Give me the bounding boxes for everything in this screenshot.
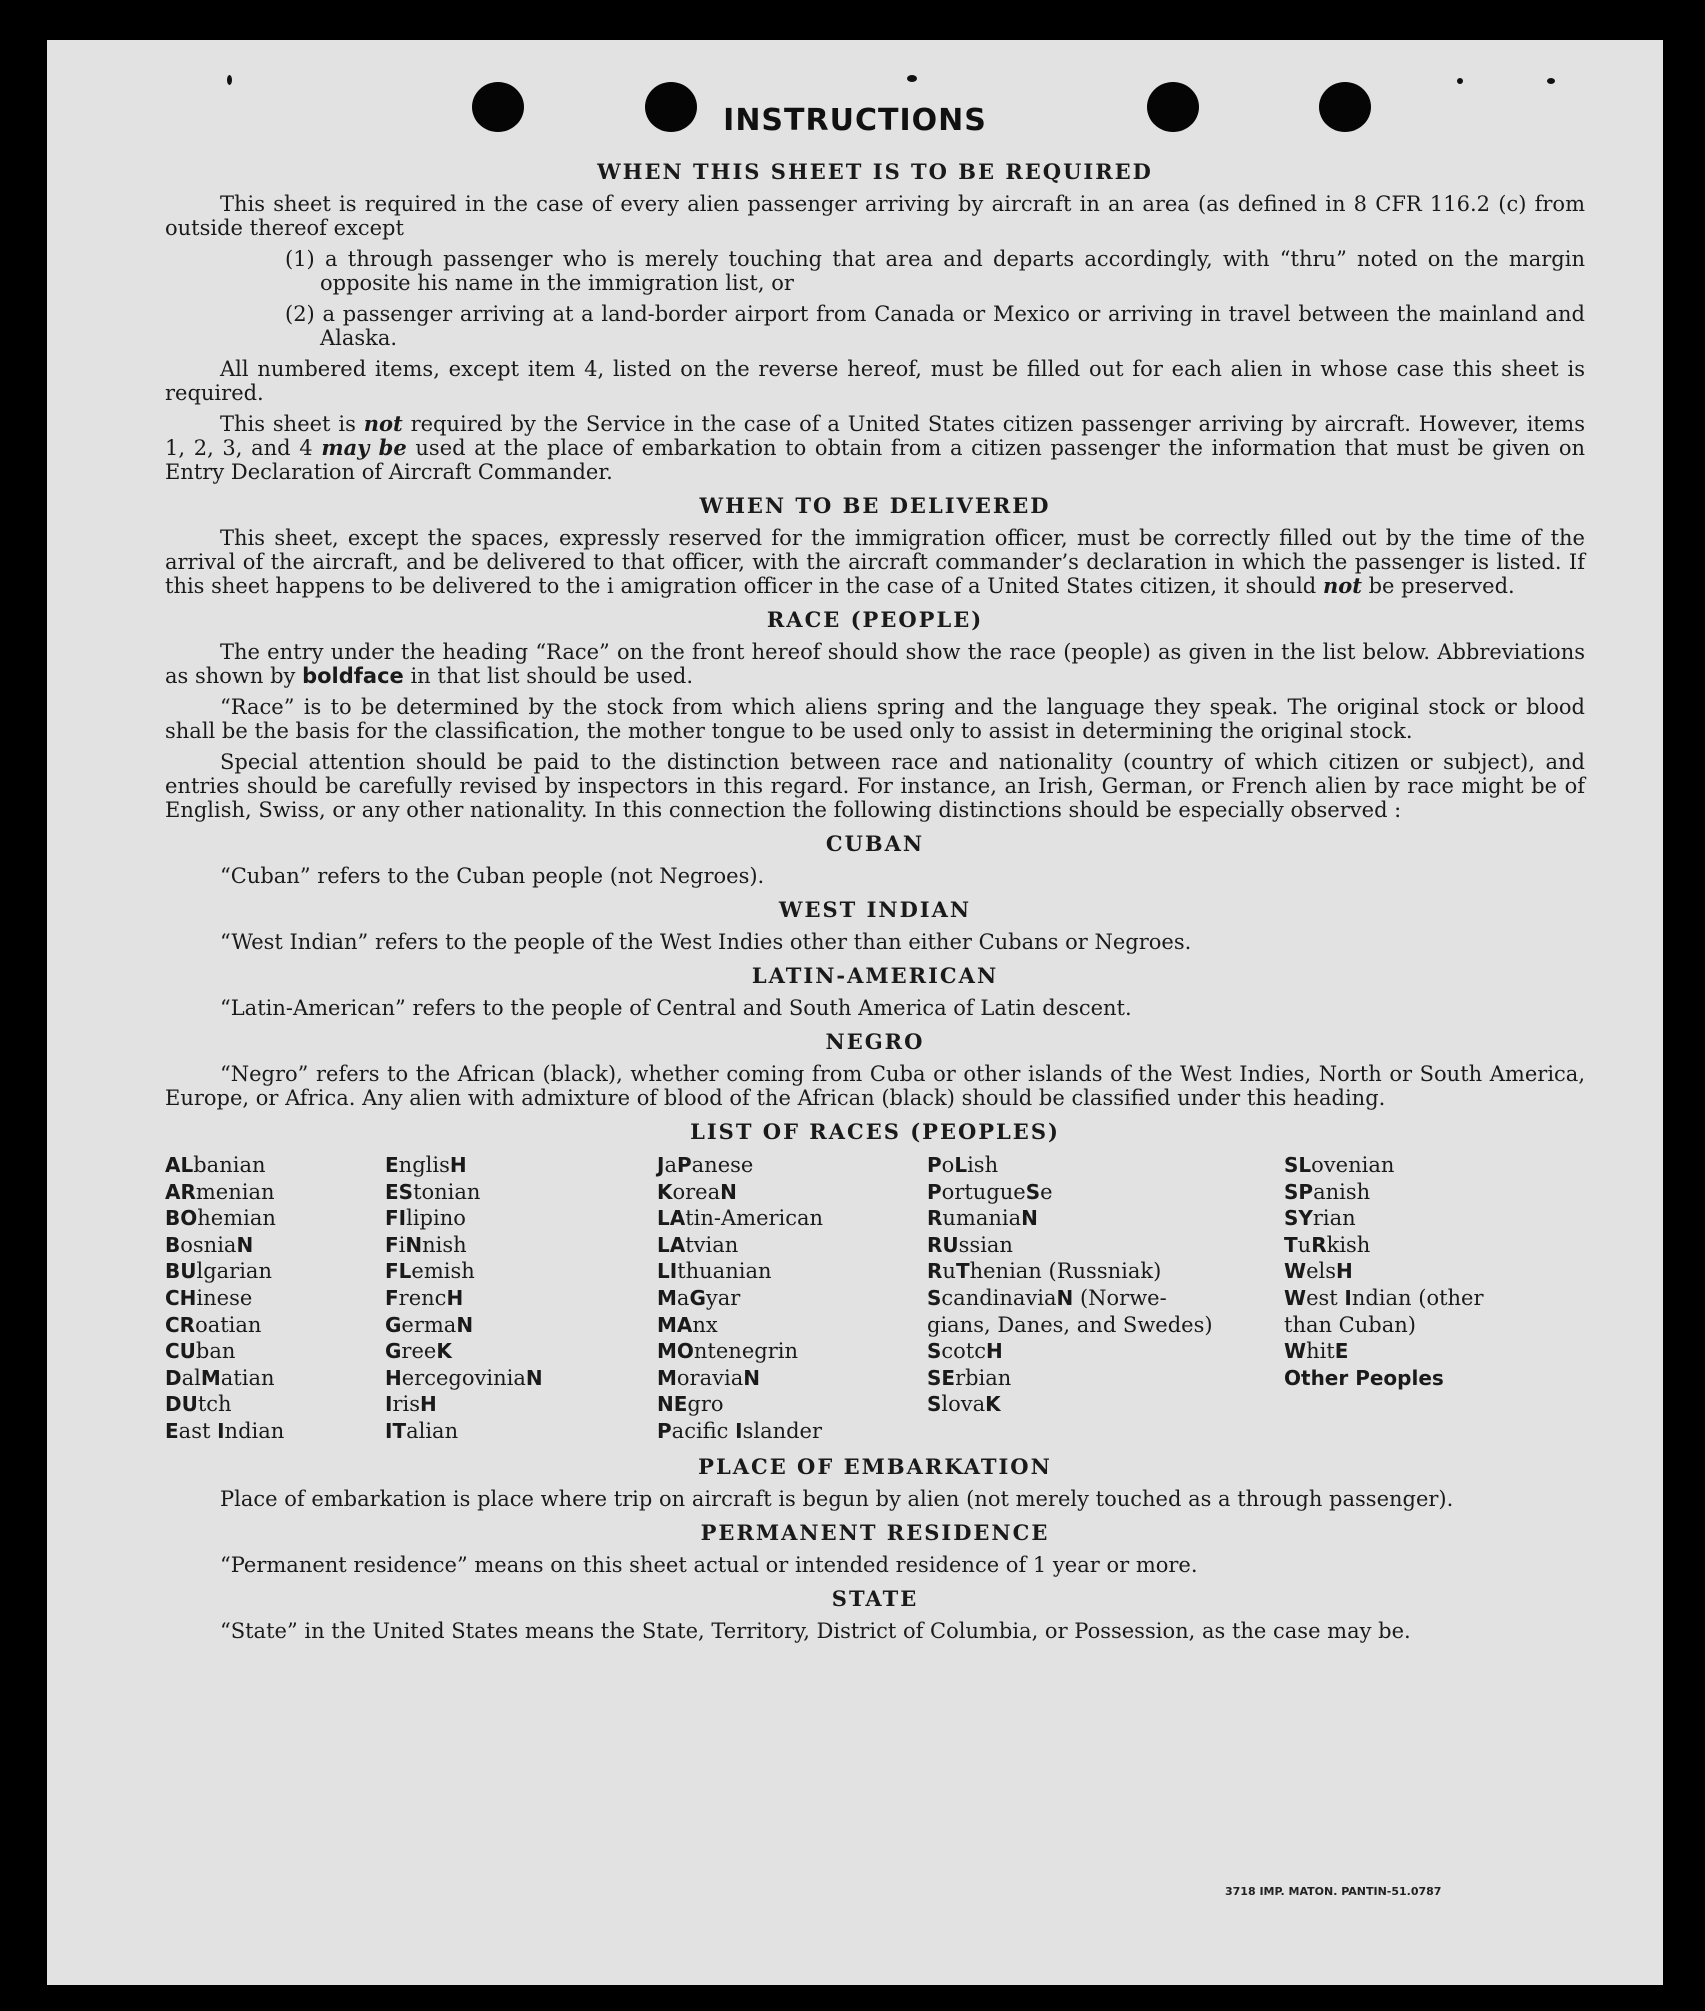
race-abbreviation: AR [165, 1179, 196, 1204]
race-entry [165, 1285, 385, 1312]
paragraph: Special attention should be paid to the distinction between race and nationality (country of which citizen or subject), and entries should be carefully revised by inspectors in this regard. For instance, an Irish, German, or French alien by race might be of English, Swiss, or any other nationality. In this connection the following distinctions should be especially observed : [165, 750, 1585, 822]
race-text: gro [687, 1392, 724, 1417]
race-entry [385, 1232, 657, 1259]
race-abbreviation: K [436, 1339, 452, 1364]
race-text: rbian [955, 1365, 1012, 1390]
race-abbreviation: LI [657, 1259, 678, 1284]
paragraph: “West Indian” refers to the people of the West Indies other than either Cubans or Negroes. [220, 930, 1192, 954]
paragraph: “Negro” refers to the African (black), whether coming from Cuba or other islands of the West Indies, North or South America, Europe, or Africa. Any alien with admixture of blood of the African (black) should be classified under this heading. [165, 1062, 1585, 1110]
race-entry [385, 1205, 657, 1232]
race-entry [1284, 1258, 1584, 1285]
race-entry [657, 1232, 927, 1259]
race-text: a [664, 1153, 677, 1177]
race-text: tonian [413, 1179, 481, 1204]
race-entry [1284, 1365, 1584, 1392]
race-text: ree [401, 1339, 437, 1364]
race-abbreviation: N [405, 1232, 423, 1257]
race-text: e [1040, 1179, 1053, 1204]
race-abbreviation: LA [657, 1206, 686, 1231]
printer-imprint: 3718 IMP. MATON. PANTIN-51.0787 [1225, 1885, 1442, 1898]
race-text: banian [193, 1153, 266, 1177]
race-abbreviation: G [385, 1312, 402, 1337]
race-abbreviation: CH [165, 1285, 197, 1310]
race-abbreviation: K [985, 1392, 1001, 1417]
race-abbreviation: Other Peoples [1284, 1365, 1444, 1390]
race-text: cotc [941, 1339, 987, 1364]
race-list [165, 1152, 1585, 1445]
race-text: nish [422, 1232, 467, 1257]
race-text: yar [705, 1285, 741, 1310]
section-heading-negro: NEGRO [825, 1029, 925, 1054]
race-entry [385, 1179, 657, 1206]
emphasis: not [1322, 573, 1362, 598]
race-abbreviation: I [385, 1392, 393, 1417]
race-text: ercegovinia [401, 1365, 526, 1390]
race-abbreviation: D [165, 1365, 182, 1390]
race-abbreviation: S [927, 1285, 942, 1310]
race-text: orea [672, 1179, 721, 1204]
race-text: inese [196, 1285, 253, 1310]
race-abbreviation: R [927, 1206, 943, 1231]
race-entry [1284, 1232, 1584, 1259]
race-column [657, 1152, 927, 1445]
race-entry [165, 1312, 385, 1339]
race-abbreviation: RU [927, 1232, 959, 1257]
race-entry [657, 1258, 927, 1285]
race-text: anese [691, 1153, 754, 1177]
race-entry [165, 1205, 385, 1232]
race-abbreviation: M [200, 1365, 221, 1390]
race-abbreviation: MO [657, 1339, 694, 1364]
race-text: ish [967, 1153, 999, 1177]
race-entry [165, 1232, 385, 1259]
section-heading-state: STATE [831, 1585, 919, 1611]
speck [907, 75, 917, 82]
race-text: nglis [398, 1153, 450, 1177]
race-abbreviation: S [927, 1392, 942, 1417]
race-entry [927, 1232, 1284, 1259]
race-text: hemian [197, 1206, 276, 1231]
boldface-word: boldface [302, 664, 404, 688]
race-entry [927, 1285, 1217, 1338]
race-entry [657, 1312, 927, 1339]
race-text: menian [195, 1179, 275, 1204]
race-entry [927, 1205, 1284, 1232]
race-abbreviation: AL [165, 1153, 194, 1177]
race-abbreviation: SE [927, 1365, 956, 1390]
race-abbreviation: P [657, 1418, 672, 1443]
race-entry [385, 1418, 657, 1445]
section-heading-west-indian: WEST INDIAN [778, 897, 972, 922]
emphasis: not [363, 411, 403, 436]
race-abbreviation: SY [1284, 1206, 1313, 1231]
race-abbreviation: S [927, 1339, 942, 1364]
race-text: o [941, 1153, 955, 1177]
race-entry [385, 1258, 657, 1285]
race-text: henian (Russniak) [969, 1259, 1162, 1284]
paragraph: All numbered items, except item 4, listed on the reverse hereof, must be filled out for each alien in whose case this sheet is required. [165, 357, 1585, 405]
race-entry [385, 1152, 657, 1179]
race-entry [385, 1365, 657, 1392]
speck [1547, 78, 1555, 84]
race-entry [657, 1391, 927, 1418]
race-entry [657, 1179, 927, 1206]
race-text: ovenian [1311, 1153, 1395, 1177]
race-text: oravia [676, 1365, 744, 1390]
race-column [1284, 1152, 1584, 1445]
race-text: est [1306, 1285, 1345, 1310]
race-text: kish [1326, 1232, 1371, 1257]
race-text: nx [692, 1312, 718, 1337]
text-span: be preserved. [1361, 574, 1515, 598]
race-abbreviation: N [720, 1179, 737, 1204]
race-abbreviation: FI [385, 1206, 407, 1231]
race-text: ban [195, 1339, 236, 1364]
race-text: tvian [685, 1232, 739, 1257]
exception-item-2: (2) a passenger arriving at a land-border airport from Canada or Mexico or arriving in travel between the mainland and Alaska. [285, 302, 1585, 350]
race-abbreviation: DU [165, 1392, 198, 1417]
race-entry [657, 1365, 927, 1392]
race-abbreviation: N [456, 1312, 474, 1337]
race-text: ndian [224, 1418, 285, 1443]
race-text: ndian (other than Cuban) [1284, 1285, 1484, 1337]
race-abbreviation: E [165, 1418, 179, 1443]
race-abbreviation: W [1284, 1285, 1307, 1310]
race-abbreviation: E [1334, 1339, 1349, 1364]
race-entry [1284, 1179, 1584, 1206]
race-entry [657, 1152, 927, 1179]
text-span: This sheet, except the spaces, expressly reserved for the immigration officer, must be correctly filled out by the time of the arrival of the aircraft, and be delivered to that officer, with the aircraft commander’s declaration in which the passenger is listed. If this sheet happens to be delivered to the i amigration officer in the case of a United States citizen, it should [165, 526, 1585, 598]
race-entry [1284, 1285, 1534, 1338]
text-span: The entry under the heading “Race” on the front hereof should show the race (people) as given in the list below. Abbreviations as shown by [165, 640, 1585, 688]
race-entry [165, 1391, 385, 1418]
race-text: ris [392, 1392, 420, 1417]
race-text: lova [941, 1392, 986, 1417]
race-entry [657, 1338, 927, 1365]
paragraph: “Cuban” refers to the Cuban people (not Negroes). [220, 864, 765, 888]
race-abbreviation: MA [657, 1312, 693, 1337]
race-column [385, 1152, 657, 1445]
race-text: ntenegrin [693, 1339, 798, 1364]
race-abbreviation: CR [165, 1312, 196, 1337]
race-abbreviation: K [657, 1179, 673, 1204]
race-text: osnia [180, 1232, 237, 1257]
race-text: oatian [195, 1312, 262, 1337]
race-entry [657, 1418, 927, 1445]
race-abbreviation: FL [385, 1259, 412, 1284]
section-heading-embarkation: PLACE OF EMBARKATION [698, 1453, 1052, 1479]
text-span: in that list should be used. [403, 664, 693, 688]
race-abbreviation: H [1335, 1259, 1353, 1284]
race-abbreviation: N [743, 1365, 760, 1390]
race-abbreviation: BU [165, 1259, 197, 1284]
speck [227, 75, 232, 85]
race-column [165, 1152, 385, 1445]
race-abbreviation: SL [1284, 1153, 1312, 1177]
race-abbreviation: B [165, 1232, 181, 1257]
text-span: This sheet is [220, 412, 364, 436]
page-title: INSTRUCTIONS [723, 103, 987, 138]
race-text: a [676, 1285, 690, 1310]
race-text: ortugue [941, 1179, 1026, 1204]
race-entry [927, 1258, 1284, 1285]
paragraph: “Latin-American” refers to the people of Central and South America of Latin descent. [220, 996, 1132, 1020]
paragraph [165, 412, 1585, 484]
section-heading-race: RACE (PEOPLE) [766, 607, 984, 632]
race-text: acific [671, 1418, 736, 1443]
race-abbreviation: E [385, 1153, 399, 1177]
race-abbreviation: I [1344, 1285, 1352, 1310]
race-abbreviation: M [657, 1285, 677, 1310]
section-heading-required: WHEN THIS SHEET IS TO BE REQUIRED [597, 159, 1153, 184]
race-abbreviation: M [657, 1365, 677, 1390]
section-heading-race-list: LIST OF RACES (PEOPLES) [690, 1119, 1060, 1144]
race-entry [1284, 1152, 1584, 1179]
race-abbreviation: H [446, 1285, 464, 1310]
race-entry [165, 1179, 385, 1206]
race-abbreviation: P [927, 1153, 942, 1177]
race-text: u [1297, 1232, 1312, 1257]
race-entry [385, 1312, 657, 1339]
section-heading-cuban: CUBAN [825, 831, 925, 856]
paragraph: “Permanent residence” means on this sheet actual or intended residence of 1 year or more. [220, 1552, 1198, 1577]
race-abbreviation: H [449, 1153, 467, 1177]
race-abbreviation: L [954, 1153, 968, 1177]
race-text: (Norwe-gians, Danes, and Swedes) [927, 1285, 1213, 1337]
paragraph: Place of embarkation is place where trip on aircraft is begun by alien (not merely touched as a through passenger). [220, 1486, 1454, 1511]
race-text: ast [178, 1418, 218, 1443]
race-entry [1284, 1338, 1584, 1365]
paragraph [165, 640, 1585, 688]
race-text: i [398, 1232, 406, 1257]
race-text: ssian [958, 1232, 1013, 1257]
race-entry [385, 1338, 657, 1365]
race-entry [165, 1365, 385, 1392]
race-text: hit [1306, 1339, 1335, 1364]
race-entry [927, 1391, 1284, 1418]
race-entry [927, 1338, 1284, 1365]
race-abbreviation: IT [385, 1418, 407, 1443]
section-heading-residence: PERMANENT RESIDENCE [700, 1519, 1050, 1545]
race-entry [927, 1152, 1284, 1179]
race-text: al [181, 1365, 201, 1390]
race-abbreviation: H [420, 1392, 437, 1417]
race-text: rian [1312, 1206, 1356, 1231]
race-abbreviation: N [1056, 1285, 1074, 1310]
race-text: thuanian [677, 1259, 772, 1284]
race-entry [1284, 1205, 1584, 1232]
exception-item-1: (1) a through passenger who is merely touching that area and departs accordingly, with “thru” noted on the margin opposite his name in the immigration list, or [285, 247, 1585, 295]
race-abbreviation: F [385, 1232, 399, 1257]
race-abbreviation: I [217, 1418, 225, 1443]
race-abbreviation: NE [657, 1392, 688, 1417]
section-heading-latin-american: LATIN-AMERICAN [751, 963, 999, 988]
race-text: erma [401, 1312, 457, 1337]
race-text: renc [398, 1285, 447, 1310]
race-text: atian [220, 1365, 275, 1390]
race-abbreviation: R [1311, 1232, 1327, 1257]
race-abbreviation: P [676, 1153, 692, 1177]
race-abbreviation: I [735, 1418, 743, 1443]
race-entry [165, 1258, 385, 1285]
race-abbreviation: SP [1284, 1179, 1314, 1204]
race-abbreviation: H [385, 1365, 402, 1390]
race-abbreviation: N [236, 1232, 254, 1257]
race-entry [657, 1205, 927, 1232]
race-text: candinavia [941, 1285, 1057, 1310]
race-abbreviation: G [689, 1285, 706, 1310]
race-entry [927, 1179, 1284, 1206]
race-abbreviation: LA [657, 1232, 686, 1257]
race-column [927, 1152, 1284, 1445]
race-abbreviation: S [1025, 1179, 1041, 1204]
race-entry [927, 1365, 1284, 1392]
race-abbreviation: G [385, 1339, 402, 1364]
paragraph: “Race” is to be determined by the stock from which aliens spring and the language they speak. The original stock or blood shall be the basis for the classification, the mother tongue to be used only to assist in determining the original stock. [165, 695, 1585, 743]
race-entry [165, 1418, 385, 1445]
race-text: tch [197, 1392, 232, 1417]
paragraph: “State” in the United States means the State, Territory, District of Columbia, or Possession, as the case may be. [220, 1618, 1411, 1643]
race-text: umania [942, 1206, 1022, 1231]
race-text: els [1306, 1259, 1336, 1284]
race-abbreviation: R [927, 1259, 943, 1284]
race-entry [385, 1285, 657, 1312]
race-abbreviation: W [1284, 1259, 1307, 1284]
race-abbreviation: ES [385, 1179, 414, 1204]
race-text: lipino [406, 1206, 466, 1231]
race-abbreviation: J [657, 1153, 665, 1177]
paragraph: This sheet is required in the case of every alien passenger arriving by aircraft in an area (as defined in 8 CFR 116.2 (c) from outside thereof except [165, 192, 1585, 240]
race-text: slander [742, 1418, 823, 1443]
race-text: lgarian [196, 1259, 272, 1284]
race-entry [165, 1152, 385, 1179]
race-abbreviation: P [927, 1179, 942, 1204]
race-text: anish [1313, 1179, 1371, 1204]
race-entry [657, 1285, 927, 1312]
race-abbreviation: T [955, 1259, 970, 1284]
race-abbreviation: F [385, 1285, 399, 1310]
emphasis: may be [321, 435, 407, 460]
speck [1457, 78, 1463, 84]
paragraph [165, 526, 1585, 598]
race-abbreviation: N [525, 1365, 543, 1390]
race-abbreviation: BO [165, 1206, 198, 1231]
document-sheet [47, 40, 1663, 1985]
race-text: u [942, 1259, 956, 1284]
race-text: alian [406, 1418, 459, 1443]
race-abbreviation: T [1284, 1232, 1298, 1257]
race-entry [385, 1391, 657, 1418]
text-span: used at the place of embarkation to obtain from a citizen passenger the information that must be given on Entry Declaration of Aircraft Commander. [165, 436, 1585, 484]
section-heading-delivered: WHEN TO BE DELIVERED [699, 493, 1051, 518]
instructions-body [165, 150, 1585, 1650]
race-entry [165, 1338, 385, 1365]
race-abbreviation: CU [165, 1339, 196, 1364]
text-span: required by the Service in the case of a United States citizen passenger arriving by aircraft. However, items 1, 2, 3, and 4 [165, 412, 1585, 460]
race-text: emish [411, 1259, 475, 1284]
race-abbreviation: N [1021, 1206, 1038, 1231]
race-text: tin-American [685, 1206, 824, 1231]
race-abbreviation: H [986, 1339, 1003, 1364]
race-abbreviation: W [1284, 1339, 1307, 1364]
